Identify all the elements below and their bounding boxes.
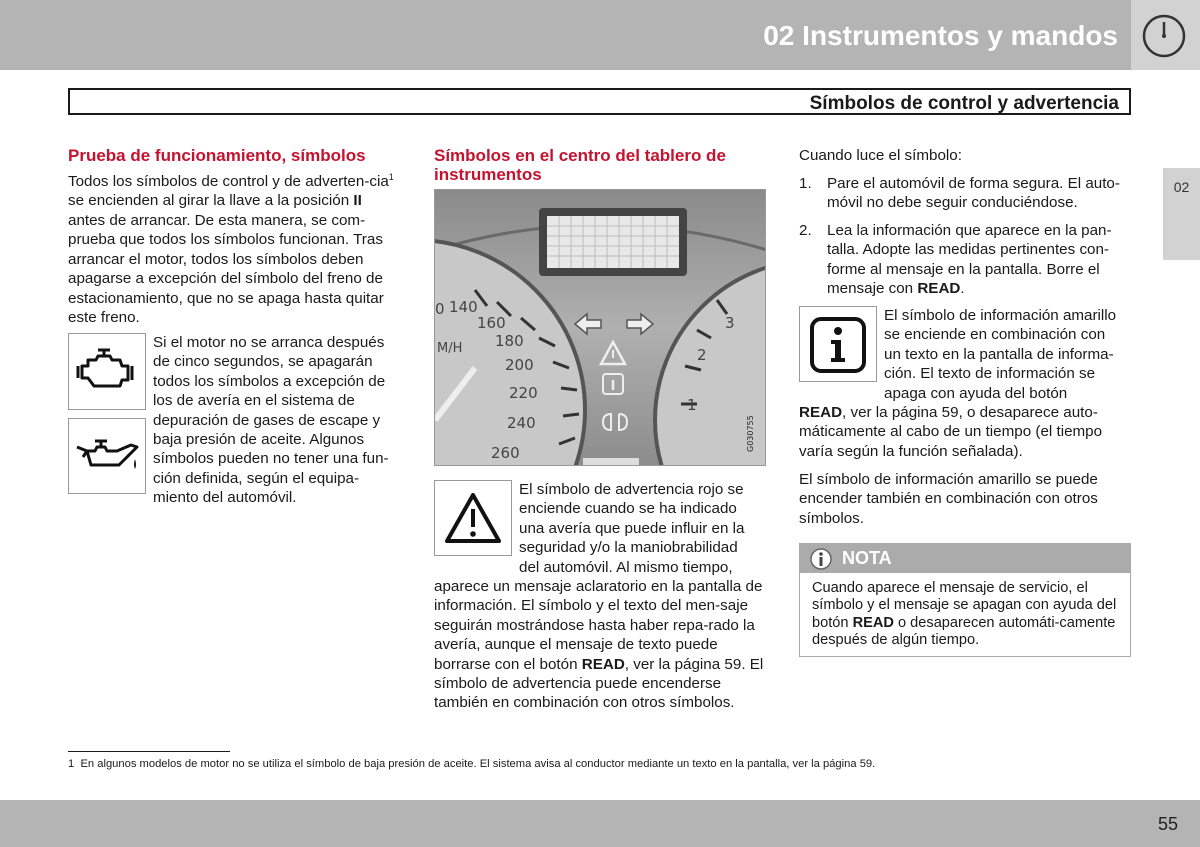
paragraph-info-continued: [799, 403, 1131, 461]
text: se encienden al girar la llave a la posición: [68, 192, 354, 210]
text: .: [960, 280, 965, 298]
section-title: Símbolos de control y advertencia: [809, 93, 1119, 114]
read-button-ref: READ: [917, 280, 961, 298]
warning-icon-box: [434, 480, 512, 556]
note-title: NOTA: [842, 548, 892, 568]
line: El símbolo de advertencia rojo se: [519, 481, 744, 498]
text: , ver la página 59. El símbolo de advertencia puede encenderse también en combinación con otros símbolos.: [434, 655, 764, 712]
paragraph-engine-not-started: [153, 333, 405, 508]
oil-pressure-icon: [73, 437, 143, 477]
step-number: 2.: [799, 221, 812, 239]
engine-check-icon: [74, 348, 140, 394]
rpm-label: 1: [687, 396, 697, 414]
speed-label: 140: [449, 298, 478, 316]
instrument-panel-illustration: [435, 190, 766, 466]
engine-check-icon-box: [68, 333, 146, 410]
text: o desaparecen automáti-camente después de algún tiempo.: [812, 614, 1116, 649]
step-number: 1.: [799, 175, 812, 192]
line: seguridad y/o la maniobrabilidad: [519, 539, 738, 557]
note-header: [800, 544, 1130, 573]
step-text: Pare el automóvil de forma segura. El auto-móvil no debe seguir conduciéndose.: [827, 175, 1120, 212]
footnote-text: En algunos modelos de motor no se utiliza el símbolo de baja presión de aceite. El sistema avisa al conductor mediante un texto en la pantalla, ver la página 59.: [80, 758, 876, 770]
footnote: [68, 758, 875, 770]
paragraph-info-combination: [799, 470, 1131, 528]
text: antes de arrancar. De esta manera, se com-prueba que todos los símbolos funcionan. Tras arrancar el motor, todos los símbolos deben apagarse a excepción del símbolo del freno de estacionamiento, que no se apaga hasta quitar este freno.: [68, 211, 384, 326]
paragraph-function-test: [68, 168, 402, 327]
information-icon: [809, 316, 867, 374]
oil-pressure-icon-box: [68, 418, 146, 494]
paragraph-warning-symbol: [519, 480, 769, 577]
list-item: [799, 221, 1131, 299]
image-code: G030755: [746, 415, 755, 452]
instrument-panel-photo: [434, 189, 766, 466]
note-box: [799, 543, 1131, 657]
info-circle-icon: [809, 547, 833, 571]
chapter-tab: [1131, 0, 1200, 70]
line: una avería que puede influir en la: [519, 519, 745, 537]
speed-label: 160: [477, 314, 506, 332]
intro-line: Cuando luce el símbolo:: [799, 147, 962, 164]
page-number: 55: [1157, 814, 1178, 834]
line: símbolos pueden no tener una fun-: [153, 450, 389, 468]
info-icon-box: [799, 306, 877, 382]
speed-label: 200: [505, 356, 534, 374]
line: miento del automóvil.: [153, 489, 297, 507]
line: enciende cuando se ha indicado: [519, 500, 737, 518]
footnote-number: 1: [68, 758, 75, 770]
line: se enciende en combinación con: [884, 326, 1106, 344]
line: apaga con ayuda del botón: [884, 384, 1068, 402]
read-button-ref: READ: [799, 404, 843, 421]
heading-function-test: Prueba de funcionamiento, símbolos: [68, 146, 366, 165]
paragraph-warning-continued: [434, 577, 770, 713]
side-chapter-tab: [1163, 168, 1200, 260]
footnote-ref: 1: [388, 172, 394, 182]
speed-label: 260: [491, 444, 520, 462]
text: Todos los símbolos de control y de adverten-cia: [68, 173, 389, 191]
line: depuración de gases de escape y: [153, 411, 381, 429]
steps-list: [799, 174, 1131, 306]
key-position: II: [353, 192, 362, 210]
rpm-label: 2: [697, 346, 707, 364]
note-text: [812, 580, 1122, 650]
line: todos los símbolos a excepción de: [153, 372, 386, 390]
text: Cuando aparece el mensaje de servicio, el símbolo y el mensaje se apagan con ayuda del botón: [812, 580, 1117, 631]
warning-triangle-icon: [443, 491, 503, 545]
speedometer-icon: [1141, 13, 1187, 59]
line: del automóvil. Al mismo tiempo,: [519, 558, 733, 576]
text: aparece un mensaje aclaratorio en la pantalla de información. El símbolo y el texto del men-saje seguirán mostrándose hasta haber repa-rado la avería, aunque el mensaje de texto puede borrarse con el botón: [434, 578, 763, 673]
section-header: [68, 88, 1131, 115]
text: , ver la página 59, o desaparece auto-máticamente al cabo de un tiempo (el tiempo varía según la función señalada).: [799, 404, 1103, 460]
intro-text: [799, 146, 1131, 165]
paragraph-info-symbol: [884, 306, 1134, 403]
heading-center-symbols: Símbolos en el centro del tablero de instrumentos: [434, 146, 726, 184]
side-tab-label: 02: [1173, 179, 1190, 195]
line: ción. El texto de información se: [884, 365, 1096, 383]
read-button-ref: READ: [581, 655, 625, 673]
line: Si el motor no se arranca después: [153, 334, 385, 351]
speed-unit: M/H: [437, 341, 463, 356]
line: un texto en la pantalla de informa-: [884, 345, 1114, 363]
line: El símbolo de información amarillo: [884, 307, 1117, 324]
speed-label: 0: [435, 300, 445, 318]
speed-label: 220: [509, 384, 538, 402]
step-text: Lea la información que aparece en la pan-talla. Adopte las medidas pertinentes con-forme al mensaje en la pantalla. Borre el mensaje con: [827, 221, 1112, 298]
footer-bar: [0, 800, 1200, 847]
line: baja presión de aceite. Algunos: [153, 431, 365, 449]
speed-label: 180: [495, 332, 524, 350]
text: El símbolo de información amarillo se puede encender también en combinación con otros símbolos.: [799, 471, 1098, 527]
speed-label: 240: [507, 414, 536, 432]
rpm-label: 3: [725, 314, 735, 332]
read-button-ref: READ: [852, 614, 894, 631]
footnote-divider: [68, 751, 230, 752]
line: de cinco segundos, se apagarán: [153, 353, 373, 371]
line: ción definida, según el equipa-: [153, 469, 360, 487]
list-item: [799, 174, 1131, 213]
chapter-title: 02 Instrumentos y mandos: [763, 20, 1118, 51]
line: los de avería en el sistema de: [153, 392, 355, 410]
